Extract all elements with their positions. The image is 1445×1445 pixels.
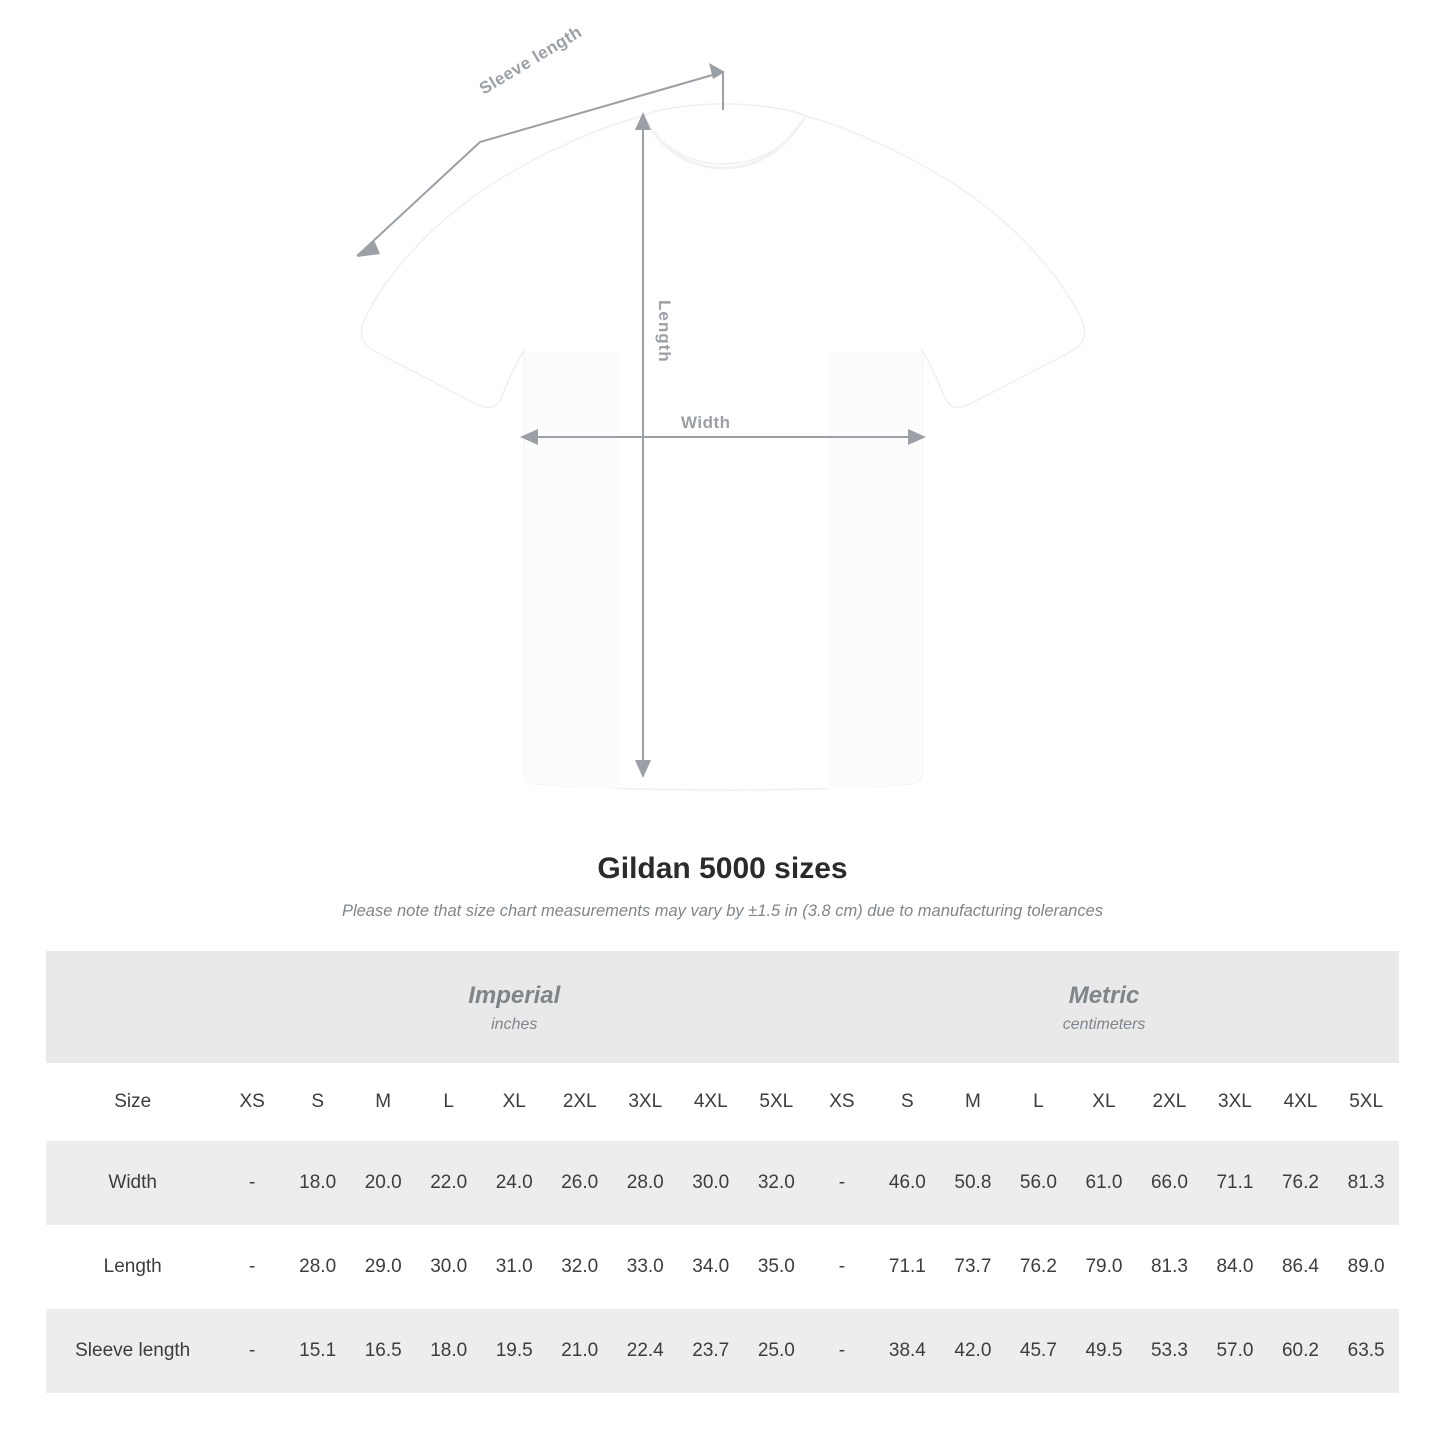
cell-width-imperial-xl: 24.0 [481,1141,547,1225]
cell-width-metric-2xl: 66.0 [1137,1141,1203,1225]
cell-width-metric-xs: - [809,1141,875,1225]
cell-length-metric-5xl: 89.0 [1333,1225,1399,1309]
imperial-unit-name: Imperial [468,981,561,1009]
width-label: Width [681,413,731,432]
cell-sleeve-metric-s: 38.4 [875,1309,941,1393]
metric-unit-name: Metric [1068,981,1140,1009]
col-header-imperial-2xl: 2XL [547,1063,613,1141]
cell-length-metric-4xl: 86.4 [1268,1225,1334,1309]
cell-sleeve-imperial-m: 16.5 [350,1309,416,1393]
unit-header-row [46,951,1399,1063]
cell-width-imperial-m: 20.0 [350,1141,416,1225]
cell-sleeve-metric-xs: - [809,1309,875,1393]
cell-width-imperial-xs: - [219,1141,285,1225]
cell-width-imperial-l: 22.0 [416,1141,482,1225]
cell-width-metric-5xl: 81.3 [1333,1141,1399,1225]
cell-sleeve-metric-2xl: 53.3 [1137,1309,1203,1393]
cell-width-metric-4xl: 76.2 [1268,1141,1334,1225]
col-header-metric-xs: XS [809,1063,875,1141]
cell-length-metric-3xl: 84.0 [1202,1225,1268,1309]
col-header-imperial-xs: XS [219,1063,285,1141]
col-header-metric-s: S [875,1063,941,1141]
col-header-imperial-5xl: 5XL [744,1063,810,1141]
col-header-imperial-3xl: 3XL [612,1063,678,1141]
length-label: Length [655,300,674,363]
row-label-length: Length [46,1225,219,1309]
cell-sleeve-metric-m: 42.0 [940,1309,1006,1393]
cell-sleeve-imperial-l: 18.0 [416,1309,482,1393]
chart-heading [0,852,1445,921]
cell-width-metric-l: 56.0 [1006,1141,1072,1225]
col-header-metric-l: L [1006,1063,1072,1141]
row-label-width: Width [46,1141,219,1225]
col-header-metric-m: M [940,1063,1006,1141]
cell-length-imperial-5xl: 35.0 [744,1225,810,1309]
cell-length-metric-2xl: 81.3 [1137,1225,1203,1309]
col-header-metric-2xl: 2XL [1137,1063,1203,1141]
cell-width-imperial-2xl: 26.0 [547,1141,613,1225]
cell-width-metric-m: 50.8 [940,1141,1006,1225]
cell-width-imperial-s: 18.0 [285,1141,351,1225]
cell-width-imperial-4xl: 30.0 [678,1141,744,1225]
metric-unit-header [809,951,1399,1063]
cell-width-imperial-3xl: 28.0 [612,1141,678,1225]
col-header-metric-xl: XL [1071,1063,1137,1141]
metric-unit-sub: centimeters [1062,1016,1146,1034]
col-header-imperial-4xl: 4XL [678,1063,744,1141]
cell-sleeve-imperial-xl: 19.5 [481,1309,547,1393]
col-header-metric-4xl: 4XL [1268,1063,1334,1141]
page-title: Gildan 5000 sizes [597,852,848,885]
sleeve-length-label: Sleeve length [476,22,586,99]
col-header-imperial-l: L [416,1063,482,1141]
cell-length-imperial-xs: - [219,1225,285,1309]
unit-header-spacer [46,951,219,1063]
cell-length-metric-xl: 79.0 [1071,1225,1137,1309]
table-row [46,1309,1399,1393]
cell-length-imperial-3xl: 33.0 [612,1225,678,1309]
cell-width-metric-xl: 61.0 [1071,1141,1137,1225]
col-header-metric-3xl: 3XL [1202,1063,1268,1141]
cell-length-imperial-4xl: 34.0 [678,1225,744,1309]
imperial-unit-header [219,951,809,1063]
cell-sleeve-imperial-xs: - [219,1309,285,1393]
cell-length-imperial-m: 29.0 [350,1225,416,1309]
size-header-row [46,1063,1399,1141]
imperial-unit-sub: inches [491,1016,538,1034]
table-row [46,1225,1399,1309]
col-header-imperial-xl: XL [481,1063,547,1141]
cell-width-metric-s: 46.0 [875,1141,941,1225]
tolerance-note: Please note that size chart measurements may vary by ±1.5 in (3.8 cm) due to manufacturing tolerances [341,902,1104,920]
cell-sleeve-imperial-5xl: 25.0 [744,1309,810,1393]
size-table-wrapper [46,951,1399,1393]
row-header-size: Size [46,1063,219,1141]
cell-length-imperial-xl: 31.0 [481,1225,547,1309]
cell-sleeve-metric-xl: 49.5 [1071,1309,1137,1393]
cell-sleeve-metric-4xl: 60.2 [1268,1309,1334,1393]
cell-sleeve-imperial-s: 15.1 [285,1309,351,1393]
col-header-imperial-m: M [350,1063,416,1141]
cell-sleeve-metric-5xl: 63.5 [1333,1309,1399,1393]
cell-sleeve-imperial-4xl: 23.7 [678,1309,744,1393]
cell-sleeve-imperial-2xl: 21.0 [547,1309,613,1393]
tshirt-shape [361,104,1084,790]
table-row [46,1141,1399,1225]
cell-length-metric-m: 73.7 [940,1225,1006,1309]
size-table [46,951,1399,1393]
cell-length-metric-l: 76.2 [1006,1225,1072,1309]
cell-width-metric-3xl: 71.1 [1202,1141,1268,1225]
cell-sleeve-imperial-3xl: 22.4 [612,1309,678,1393]
col-header-metric-5xl: 5XL [1333,1063,1399,1141]
cell-length-metric-xs: - [809,1225,875,1309]
cell-length-imperial-2xl: 32.0 [547,1225,613,1309]
cell-length-imperial-s: 28.0 [285,1225,351,1309]
cell-length-imperial-l: 30.0 [416,1225,482,1309]
cell-sleeve-metric-3xl: 57.0 [1202,1309,1268,1393]
row-label-sleeve-length: Sleeve length [46,1309,219,1393]
cell-width-imperial-5xl: 32.0 [744,1141,810,1225]
cell-sleeve-metric-l: 45.7 [1006,1309,1072,1393]
cell-length-metric-s: 71.1 [875,1225,941,1309]
col-header-imperial-s: S [285,1063,351,1141]
